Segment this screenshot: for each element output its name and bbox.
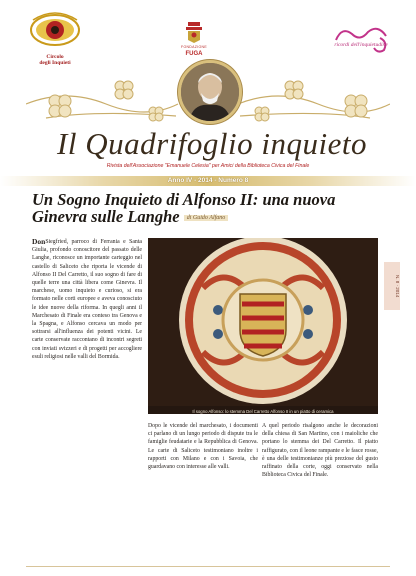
issue-banner [0,176,416,186]
article-lead-word: Don [32,238,46,246]
article-headline [32,191,390,227]
founder-portrait [178,60,242,124]
center-logo-caption-big: FUGA [185,51,203,57]
plate-caption: Il sogno Alfonso: lo stemma Del Carretto Alfonso II in un piatto di ceramica [192,409,334,414]
column-2-text: Dopo le vicende del marchesato, i documenti ci parlano di un lungo periodo di dispute tra le famiglie feudatarie e la Repubblica di Genova. Le carte di Saliceto testimoniano inoltre i rapporti con Milano e con i Savoia, che guardavano con interesse alle valli. [148,423,258,471]
side-tab: N. 8 · 2014 [384,262,400,310]
left-logo-caption-2: degli Inquieti [39,60,71,66]
right-logo-caption: ricordi dell'inquietudine [334,42,388,48]
magazine-title: Il Quadrifoglio inquieto [57,126,367,161]
eye-icon [26,8,84,54]
headline-text: Un Sogno Inquieto di Alfonso II: una nuova Ginevra sulle Langhe [32,190,336,226]
ricordi-logo [328,24,394,72]
ceramic-plate-image [148,238,378,414]
magazine-subtitle: Rivista dell'Associazione "Emanuele Celesia" per Amici della Biblioteca Civica del Finale [106,163,310,169]
left-logo-caption-1: Circolo [46,54,64,60]
center-logo-caption-small: FONDAZIONE [181,45,207,49]
fondazione-fuga-logo [172,18,216,62]
column-3-text: A quel periodo risalgono anche le decorazioni della chiesa di San Martino, con i maioliche che portano lo stemma dei Del Carretto. Il piatto raffigurato, con il leone rampante e le fasce rosse, è una delle testimonianze più preziose del gusto raffinato della corte, oggi conservato nella Biblioteca Civica del Finale. [262,423,378,479]
footer-rule [26,566,390,567]
crest-icon [172,18,216,44]
circolo-inquieti-logo [26,8,84,70]
column-1-text: Siegfried, parroco di Ferrania e Santa Giulia, profondo conoscitore del passato delle Langhe, riconosce un importante carteggio nel castello di Saliceto che riporta le vicende di Alfonso II Del Carretto, il suo sogno di fare di quelle terre una città libera come Ginevra. Il marchese, uomo inquieto e curioso, si era formato nelle corti europee e aveva conosciuto le idee nuove della riforma. In quegli anni il Marchesato di Finale era conteso tra Genova e la Spagna, e Alfonso cercava un modo per sottrarsi all'influenza dei potenti vicini. Le carte conservate raccontano di incontri segreti con inviati svizzeri e di progetti per accogliere esuli religiosi nelle valli del Bormida. [32,239,142,360]
article-column-2 [148,422,258,560]
issue-number: Anno IV - 2014 - Numero 8 [167,177,249,184]
article-column-1 [32,238,142,560]
swirl-icon [328,24,394,54]
article-byline: di Guido Alfano [184,215,229,221]
article-column-3 [262,422,378,560]
